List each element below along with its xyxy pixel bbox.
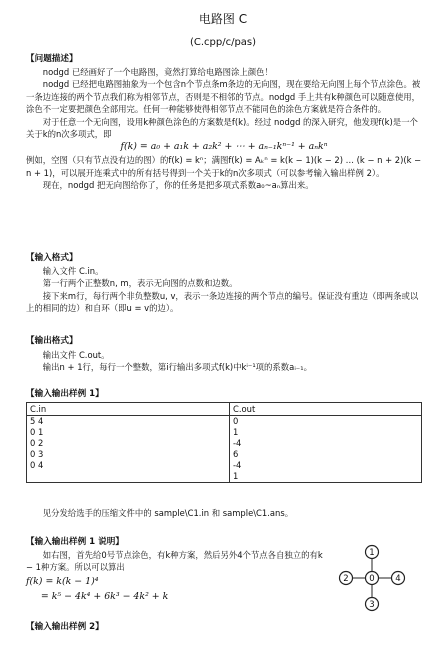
table-cell: [27, 471, 230, 483]
table-cell: 0 3: [27, 449, 230, 460]
table-row: [27, 460, 422, 471]
table-row: [27, 438, 422, 449]
section-heading-input-format: 【输入格式】: [26, 253, 78, 263]
graph-node-label: 4: [395, 574, 401, 584]
table-row: [27, 449, 422, 460]
input-format-paragraph: 接下来m行，每行两个非负整数u, v，表示一条边连接的两个节点的编号。保证没有重边（即两条或以上的相同的边）和自环（即u = v的边）。: [26, 290, 419, 314]
description-paragraph: 对于任意一个无向图，设用k种颜色涂色的方案数是f(k)。经过 nodgd 的深入研究，他发现f(k)是一个关于k的n次多项式，即: [26, 116, 418, 140]
section-heading-sample-2: 【输入输出样例 2】: [26, 622, 104, 632]
output-format-paragraph: 输出文件 C.out。: [42, 350, 110, 360]
table-row: [27, 427, 422, 438]
table-cell: 6: [230, 449, 422, 460]
graph-node-label: 0: [369, 574, 375, 584]
table-header-row: [27, 403, 422, 416]
sample-file-note: 见分发给选手的压缩文件中的 sample\C1.in 和 sample\C1.ans。: [42, 508, 294, 518]
graph-node-label: 2: [343, 574, 349, 584]
description-paragraph: 现在，nodgd 把无向图给你了，你的任务是把多项式系数a₀~aₙ算出来。: [42, 180, 314, 191]
description-paragraph: 例如，空图（只有节点没有边的图）的f(k) = kⁿ；满图f(k) = Aₖⁿ = k(k − 1)(k − 2) … (k − n + 2)(k − n + 1)，可以展开连乘式中的所有括号得到一个关于k的n次多项式（可以参考输入输出样例 2）。: [26, 155, 422, 178]
sample-explanation-block: [26, 549, 326, 604]
section-heading-sample-1: 【输入输出样例 1】: [26, 389, 104, 399]
output-format-paragraph: 输出n + 1行，每行一个整数，第i行输出多项式f(k)中kⁱ⁻¹项的系数aᵢ₋₁。: [42, 362, 312, 373]
table-cell: 0 4: [27, 460, 230, 471]
sample-file-note-block: [26, 507, 422, 519]
input-format-paragraph: 输入文件 C.in。: [42, 266, 104, 276]
description-block: [26, 66, 422, 192]
section-heading-description: 【问题描述】: [26, 54, 78, 64]
table-header-cell: C.in: [27, 403, 230, 416]
graph-node-label: 1: [369, 548, 375, 558]
input-format-block: [26, 265, 422, 315]
polynomial-formula: f(k) = a₀ + a₁k + a₂k² + ⋯ + aₙ₋₁kⁿ⁻¹ + aₙkⁿ: [120, 141, 328, 153]
table-header-cell: C.out: [230, 403, 422, 416]
table-cell: 0 2: [27, 438, 230, 449]
section-heading-output-format: 【输出格式】: [26, 336, 78, 346]
section-heading-sample-1-explanation: 【输入输出样例 1 说明】: [26, 537, 124, 547]
explanation-equation: = k⁵ − 4k⁴ + 6k³ − 4k² + k: [26, 590, 169, 602]
table-row: [27, 416, 422, 428]
table-row: [27, 471, 422, 483]
table-cell: 0 1: [27, 427, 230, 438]
output-format-block: [26, 349, 422, 374]
table-cell: 0: [230, 416, 422, 428]
sample-explanation-paragraph: 如右图，首先给0号节点涂色，有k种方案，然后另外4个节点各自独立的有k − 1种方案。所以可以算出: [26, 550, 323, 573]
table-cell: -4: [230, 460, 422, 471]
explanation-equation: f(k) = k(k − 1)⁴: [26, 575, 99, 587]
description-paragraph: nodgd 已经把电路图抽象为一个包含n个节点条m条边的无向图，现在要给无向图上每个节点涂色。被一条边连接的两个节点我们称为相邻节点，否则是不相邻的节点。nodgd 手上共有k种颜色可以随意使用，涂色不一定要把颜色全部用完。任何一种能够使得相邻节点不能同色的涂色方案就是符合条件的。: [26, 79, 421, 115]
table-cell: 1: [230, 427, 422, 438]
input-format-paragraph: 第一行两个正整数n, m，表示无向图的点数和边数。: [42, 278, 238, 289]
table-cell: -4: [230, 438, 422, 449]
star-graph-diagram: [334, 541, 410, 613]
problem-title: 电路图 C: [198, 12, 248, 26]
description-paragraph: nodgd 已经画好了一个电路图，竟然打算给电路图涂上颜色！: [42, 67, 273, 77]
graph-node-label: 3: [369, 600, 375, 610]
table-cell: 5 4: [27, 416, 230, 428]
sample-io-table: [26, 402, 422, 483]
table-cell: 1: [230, 471, 422, 483]
problem-subtitle: (C.cpp/c/pas): [189, 37, 257, 48]
